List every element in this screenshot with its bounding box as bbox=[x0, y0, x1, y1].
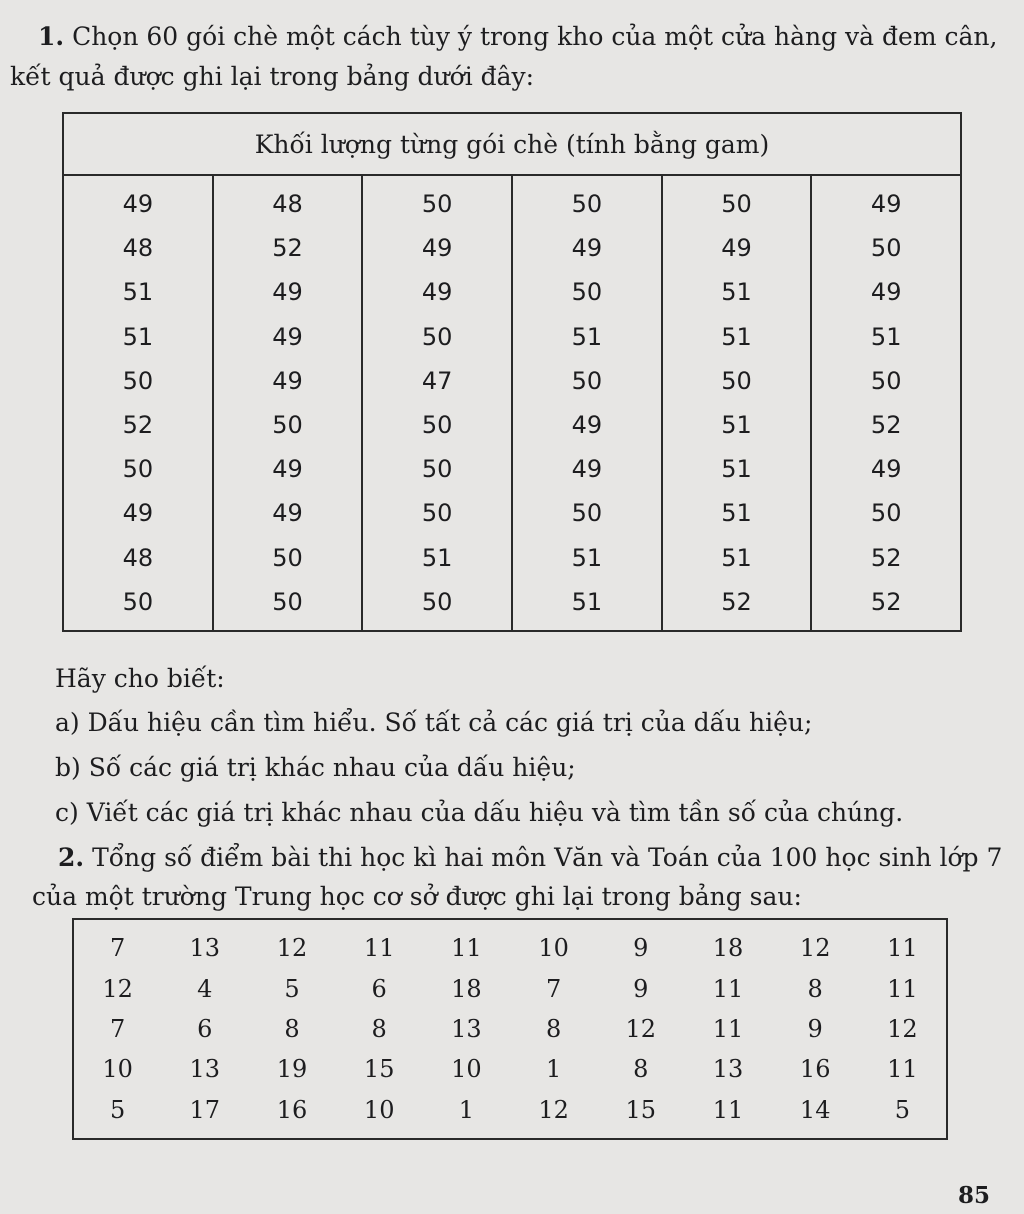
tea-table-cell: 49 bbox=[870, 455, 902, 484]
tea-table-cell: 51 bbox=[571, 322, 603, 351]
score-table-cell: 5 bbox=[894, 1095, 911, 1124]
tea-table-cell: 51 bbox=[571, 543, 603, 572]
tea-table-cell: 52 bbox=[272, 234, 303, 263]
tea-table-cell: 48 bbox=[272, 190, 303, 219]
exercise2-text-line1: Tổng số điểm bài thi học kì hai môn Văn và Toán của 100 học sinh lớp 7 bbox=[92, 843, 1003, 872]
tea-table-cell: 52 bbox=[122, 411, 154, 440]
tea-table-cell: 49 bbox=[421, 234, 453, 263]
tea-table-cell: 50 bbox=[870, 366, 902, 395]
tea-table-cell: 49 bbox=[870, 278, 902, 307]
score-table-cell: 11 bbox=[363, 934, 395, 963]
tea-table-cell: 51 bbox=[122, 278, 154, 307]
score-table-cell: 6 bbox=[371, 974, 387, 1003]
exercise1-number: 1. bbox=[38, 22, 65, 51]
score-table-cell: 5 bbox=[284, 974, 300, 1003]
tea-table-cell: 50 bbox=[721, 366, 752, 395]
tea-table-cell: 49 bbox=[272, 322, 303, 351]
tea-table-cell: 51 bbox=[870, 322, 902, 351]
tea-table-cell: 50 bbox=[421, 455, 453, 484]
tea-table-cell: 49 bbox=[272, 455, 303, 484]
tea-table-column bbox=[64, 176, 214, 630]
tea-table-cell: 49 bbox=[571, 234, 603, 263]
score-table-cell: 8 bbox=[807, 974, 823, 1003]
score-table-cell: 15 bbox=[625, 1095, 657, 1124]
tea-table-cell: 49 bbox=[571, 455, 603, 484]
score-table-cell: 12 bbox=[102, 974, 133, 1003]
tea-table-cell: 49 bbox=[272, 366, 303, 395]
score-table-cell: 8 bbox=[284, 1014, 300, 1043]
tea-table-cell: 50 bbox=[421, 322, 453, 351]
tea-table-cell: 52 bbox=[721, 587, 752, 616]
score-table-cell: 14 bbox=[799, 1095, 831, 1124]
score-table bbox=[72, 918, 948, 1140]
score-table-cell: 7 bbox=[545, 974, 562, 1003]
tea-table-cell: 50 bbox=[421, 190, 453, 219]
tea-table-cell: 51 bbox=[721, 322, 752, 351]
exercise1-line1 bbox=[38, 22, 997, 52]
tea-table-cell: 52 bbox=[870, 543, 902, 572]
tea-table-cell: 49 bbox=[421, 278, 453, 307]
tea-table-cell: 48 bbox=[122, 234, 154, 263]
tea-table-cell: 49 bbox=[571, 411, 603, 440]
tea-table-column bbox=[663, 176, 813, 630]
tea-table-cell: 49 bbox=[122, 190, 154, 219]
score-table-cell: 11 bbox=[887, 1055, 918, 1084]
tea-table-cell: 50 bbox=[272, 543, 303, 572]
page-number: 85 bbox=[958, 1182, 991, 1209]
tea-table-cell: 49 bbox=[272, 499, 303, 528]
tea-table-column bbox=[363, 176, 513, 630]
score-table-cell: 11 bbox=[887, 934, 918, 963]
score-table-cell: 4 bbox=[197, 974, 213, 1003]
tea-table-cell: 51 bbox=[421, 543, 453, 572]
tea-table-cell: 51 bbox=[721, 543, 752, 572]
tea-table-cell: 50 bbox=[122, 366, 154, 395]
score-table-cell: 16 bbox=[799, 1055, 831, 1084]
score-table-cell: 10 bbox=[451, 1055, 482, 1084]
score-table-cell: 8 bbox=[633, 1055, 649, 1084]
score-table-cell: 13 bbox=[451, 1014, 482, 1043]
tea-table-cell: 52 bbox=[870, 587, 902, 616]
question-b: b) Số các giá trị khác nhau của dấu hiệu; bbox=[55, 753, 576, 782]
score-table-cell: 18 bbox=[451, 974, 482, 1003]
tea-table-cell: 50 bbox=[421, 411, 453, 440]
tea-table-header: Khối lượng từng gói chè (tính bằng gam) bbox=[64, 114, 960, 176]
score-table-cell: 13 bbox=[712, 1055, 744, 1084]
score-table-cell: 19 bbox=[276, 1055, 308, 1084]
tea-table-cell: 49 bbox=[870, 190, 902, 219]
score-table-cell: 18 bbox=[712, 934, 744, 963]
score-table-cell: 10 bbox=[538, 934, 569, 963]
tea-table-column bbox=[812, 176, 960, 630]
tea-table-cell: 49 bbox=[272, 278, 303, 307]
score-table-cell: 11 bbox=[712, 974, 744, 1003]
tea-table-cell: 50 bbox=[272, 411, 303, 440]
tea-table-cell: 51 bbox=[721, 499, 752, 528]
question-c: c) Viết các giá trị khác nhau của dấu hiệu và tìm tần số của chúng. bbox=[55, 798, 904, 827]
questions-prompt: Hãy cho biết: bbox=[55, 664, 225, 693]
exercise2-number: 2. bbox=[58, 843, 85, 872]
question-a: a) Dấu hiệu cần tìm hiểu. Số tất cả các giá trị của dấu hiệu; bbox=[55, 708, 813, 737]
score-table-cell: 9 bbox=[633, 974, 649, 1003]
tea-table-column bbox=[214, 176, 364, 630]
score-table-cell: 8 bbox=[371, 1014, 387, 1043]
score-table-cell: 13 bbox=[189, 934, 221, 963]
tea-table-cell: 47 bbox=[421, 366, 453, 395]
tea-table-cell: 51 bbox=[721, 278, 752, 307]
score-table-cell: 11 bbox=[451, 934, 482, 963]
score-table-cell: 9 bbox=[633, 934, 649, 963]
score-table-cell: 10 bbox=[102, 1055, 133, 1084]
tea-table-cell: 51 bbox=[721, 455, 752, 484]
tea-table-column bbox=[513, 176, 663, 630]
tea-table-cell: 50 bbox=[721, 190, 752, 219]
score-table-cell: 9 bbox=[807, 1014, 823, 1043]
score-table-cell: 7 bbox=[109, 934, 126, 963]
tea-weight-table bbox=[62, 112, 962, 632]
tea-table-cell: 50 bbox=[870, 499, 902, 528]
exercise1-line2: kết quả được ghi lại trong bảng dưới đây: bbox=[10, 62, 535, 91]
score-table-cell: 12 bbox=[538, 1095, 569, 1124]
exercise1-text-line1: Chọn 60 gói chè một cách tùy ý trong kho của một cửa hàng và đem cân, bbox=[72, 22, 998, 51]
score-table-cell: 1 bbox=[545, 1055, 562, 1084]
score-table-cell: 11 bbox=[887, 974, 918, 1003]
tea-table-cell: 50 bbox=[122, 587, 154, 616]
score-table-cell: 13 bbox=[189, 1055, 221, 1084]
score-table-cell: 12 bbox=[887, 1014, 918, 1043]
tea-table-cell: 51 bbox=[721, 411, 752, 440]
score-table-cell: 12 bbox=[276, 934, 308, 963]
exercise2-line1 bbox=[58, 843, 1002, 873]
tea-table-cell: 51 bbox=[571, 587, 603, 616]
tea-table-cell: 50 bbox=[272, 587, 303, 616]
score-table-cell: 10 bbox=[363, 1095, 395, 1124]
tea-table-cell: 50 bbox=[421, 499, 453, 528]
tea-table-cell: 50 bbox=[571, 366, 603, 395]
tea-table-cell: 50 bbox=[421, 587, 453, 616]
score-table-cell: 12 bbox=[799, 934, 831, 963]
tea-table-cell: 50 bbox=[571, 278, 603, 307]
tea-table-cell: 48 bbox=[122, 543, 154, 572]
score-table-cell: 8 bbox=[545, 1014, 562, 1043]
score-table-cell: 12 bbox=[625, 1014, 657, 1043]
score-table-cell: 11 bbox=[712, 1095, 744, 1124]
tea-table-cell: 49 bbox=[721, 234, 752, 263]
tea-table-cell: 50 bbox=[122, 455, 154, 484]
score-table-cell: 17 bbox=[189, 1095, 221, 1124]
tea-table-cell: 49 bbox=[122, 499, 154, 528]
tea-table-cell: 51 bbox=[122, 322, 154, 351]
tea-table-cell: 50 bbox=[571, 190, 603, 219]
score-table-cell: 7 bbox=[109, 1014, 126, 1043]
score-table-cell: 6 bbox=[197, 1014, 213, 1043]
exercise2-line2: của một trường Trung học cơ sở được ghi lại trong bảng sau: bbox=[32, 882, 802, 911]
score-table-cell: 15 bbox=[363, 1055, 395, 1084]
score-table-cell: 5 bbox=[109, 1095, 126, 1124]
score-table-cell: 16 bbox=[276, 1095, 308, 1124]
score-table-cell: 11 bbox=[712, 1014, 744, 1043]
tea-table-body bbox=[64, 176, 960, 630]
tea-table-cell: 52 bbox=[870, 411, 902, 440]
score-table-cell: 1 bbox=[458, 1095, 475, 1124]
tea-table-cell: 50 bbox=[571, 499, 603, 528]
tea-table-cell: 50 bbox=[870, 234, 902, 263]
